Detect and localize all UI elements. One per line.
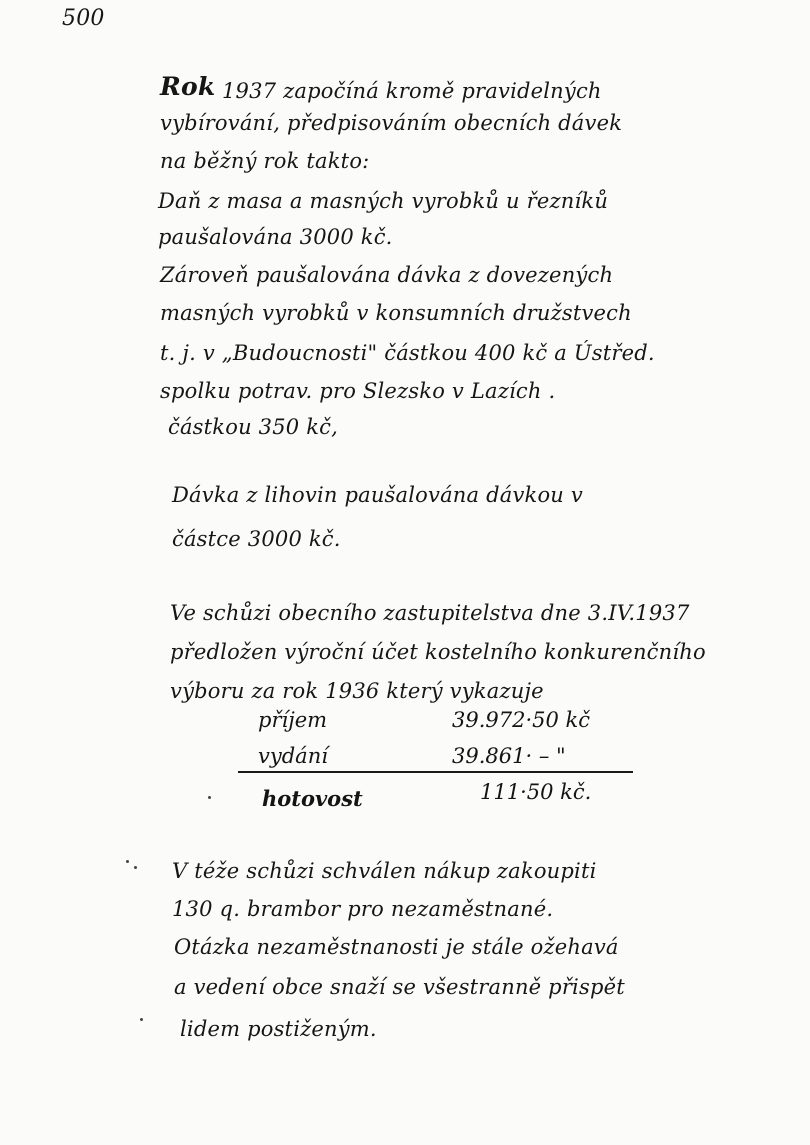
text-line: částce 3000 kč. (172, 527, 341, 551)
account-amount: 111·50 kč. (480, 780, 592, 804)
account-amount: 39.861· – " (452, 744, 566, 768)
text-line: Zároveň paušalována dávka z dovezených (160, 263, 614, 287)
scan-speck (126, 860, 129, 863)
scan-speck (134, 866, 137, 869)
text-line: lidem postiženým. (180, 1017, 377, 1041)
text-line: masných vyrobků v konsumních družstvech (160, 301, 632, 325)
scan-speck (208, 796, 211, 799)
text-line: výboru za rok 1936 který vykazuje (170, 679, 544, 703)
page-number: 500 (62, 6, 105, 31)
text-line: Dávka z lihovin paušalována dávkou v (172, 483, 583, 507)
text-line: Ve schůzi obecního zastupitelstva dne 3.IV.1937 (170, 601, 690, 625)
text-line: Daň z masa a masných vyrobků u řezníků (158, 189, 609, 213)
text-line: vybírování, předpisováním obecních dávek (160, 111, 623, 135)
sum-rule (238, 771, 633, 773)
paragraph-lead-word: Rok (160, 72, 216, 101)
text-line: 1937 započíná kromě pravidelných (222, 79, 602, 103)
text-line: V téže schůzi schválen nákup zakoupiti (172, 859, 597, 883)
text-line: částkou 350 kč, (168, 415, 338, 439)
account-label: hotovost (262, 786, 363, 811)
text-line: na běžný rok takto: (160, 149, 370, 173)
text-line: předložen výroční účet kostelního konkurenčního (170, 640, 706, 664)
account-label: příjem (258, 708, 328, 732)
text-line: Otázka nezaměstnanosti je stále ožehavá (174, 935, 619, 959)
text-line: 130 q. brambor pro nezaměstnané. (172, 897, 554, 921)
scan-speck (140, 1018, 143, 1021)
text-line: a vedení obce snaží se všestranně přispět (174, 975, 625, 999)
text-line: spolku potrav. pro Slezsko v Lazích . (160, 379, 556, 403)
text-line: t. j. v „Budoucnosti" částkou 400 kč a Ústřed. (160, 341, 655, 365)
text-line: paušalována 3000 kč. (158, 225, 393, 249)
account-amount: 39.972·50 kč (452, 708, 591, 732)
account-label: vydání (258, 744, 328, 768)
